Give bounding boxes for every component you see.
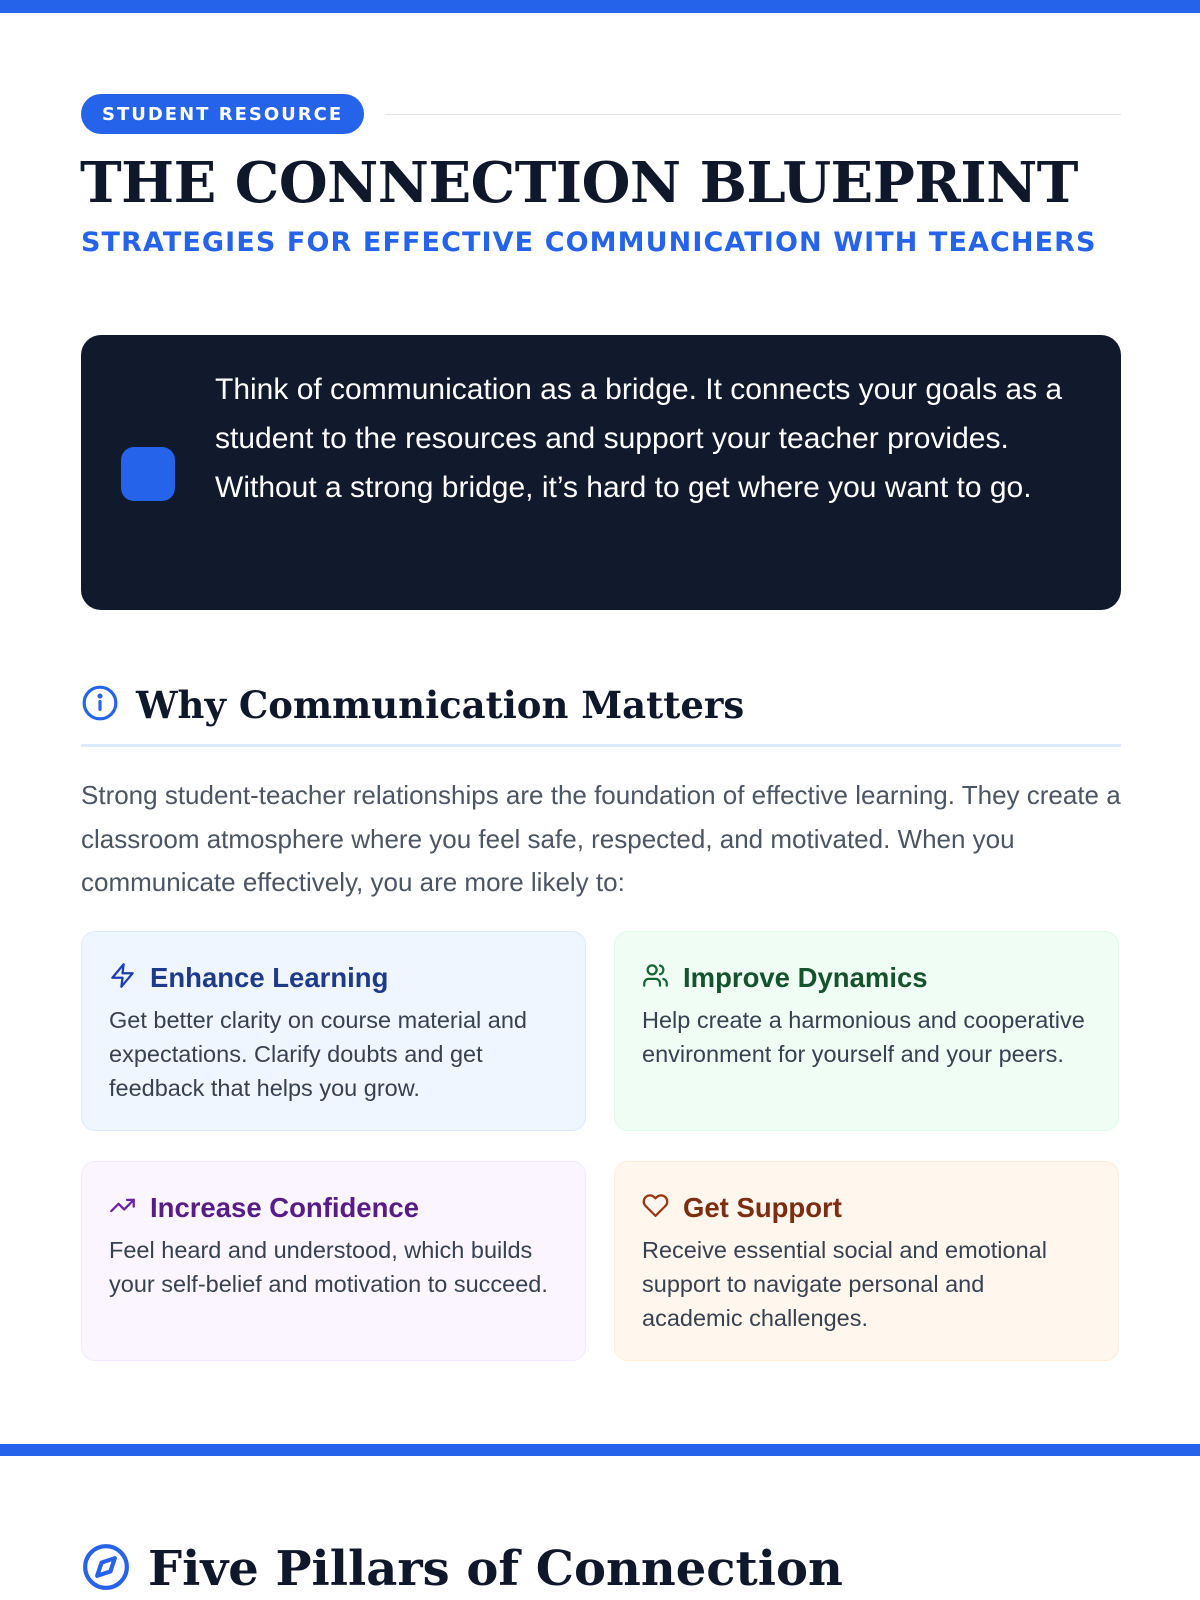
card-title: Increase Confidence — [150, 1192, 419, 1223]
section-separator-bar — [0, 1444, 1200, 1456]
badge-divider — [385, 114, 1121, 115]
top-accent-bar — [0, 0, 1200, 13]
page-subtitle: STRATEGIES FOR EFFECTIVE COMMUNICATION WITH TEACHERS — [81, 227, 1097, 258]
why-communication-header — [81, 680, 744, 730]
student-resource-badge: STUDENT RESOURCE — [81, 94, 364, 134]
five-pillars-header — [81, 1540, 843, 1598]
benefit-card-get-support — [614, 1161, 1119, 1361]
compass-icon — [81, 1542, 131, 1597]
card-title: Get Support — [683, 1192, 842, 1223]
quote-text: Think of communication as a bridge. It connects your goals as a student to the resources and support your teacher provides. Without a strong bridge, it’s hard to get where you want to go. — [215, 373, 1063, 504]
benefit-card-increase-confidence — [81, 1161, 586, 1361]
section-divider — [81, 744, 1121, 747]
section-heading: Why Communication Matters — [136, 683, 745, 727]
bridge-quote-card — [81, 335, 1121, 610]
lightning-icon — [109, 962, 136, 994]
card-body: Help create a harmonious and cooperative environment for yourself and your peers. — [642, 1007, 1085, 1067]
card-title: Enhance Learning — [150, 962, 389, 993]
card-title: Improve Dynamics — [683, 962, 928, 993]
section-intro: Strong student-teacher relationships are the foundation of effective learning. They create a classroom atmosphere where you feel safe, respected, and motivated. When you communicate effectively, you are more likely to: — [81, 780, 1121, 897]
benefit-card-improve-dynamics — [614, 931, 1119, 1131]
page-title: THE CONNECTION BLUEPRINT — [80, 150, 1078, 216]
benefit-card-enhance-learning — [81, 931, 586, 1131]
card-body: Feel heard and understood, which builds your self-belief and motivation to succeed. — [109, 1237, 548, 1297]
section-heading: Five Pillars of Connection — [148, 1541, 843, 1597]
quote-accent-square — [121, 447, 175, 501]
card-body: Get better clarity on course material and expectations. Clarify doubts and get feedback that helps you grow. — [109, 1007, 527, 1101]
info-icon — [81, 684, 119, 727]
badge-row — [81, 94, 1121, 134]
card-body: Receive essential social and emotional support to navigate personal and academic challenges. — [642, 1237, 1047, 1331]
users-icon — [642, 962, 669, 994]
heart-icon — [642, 1192, 669, 1224]
trending-up-icon — [109, 1192, 136, 1224]
